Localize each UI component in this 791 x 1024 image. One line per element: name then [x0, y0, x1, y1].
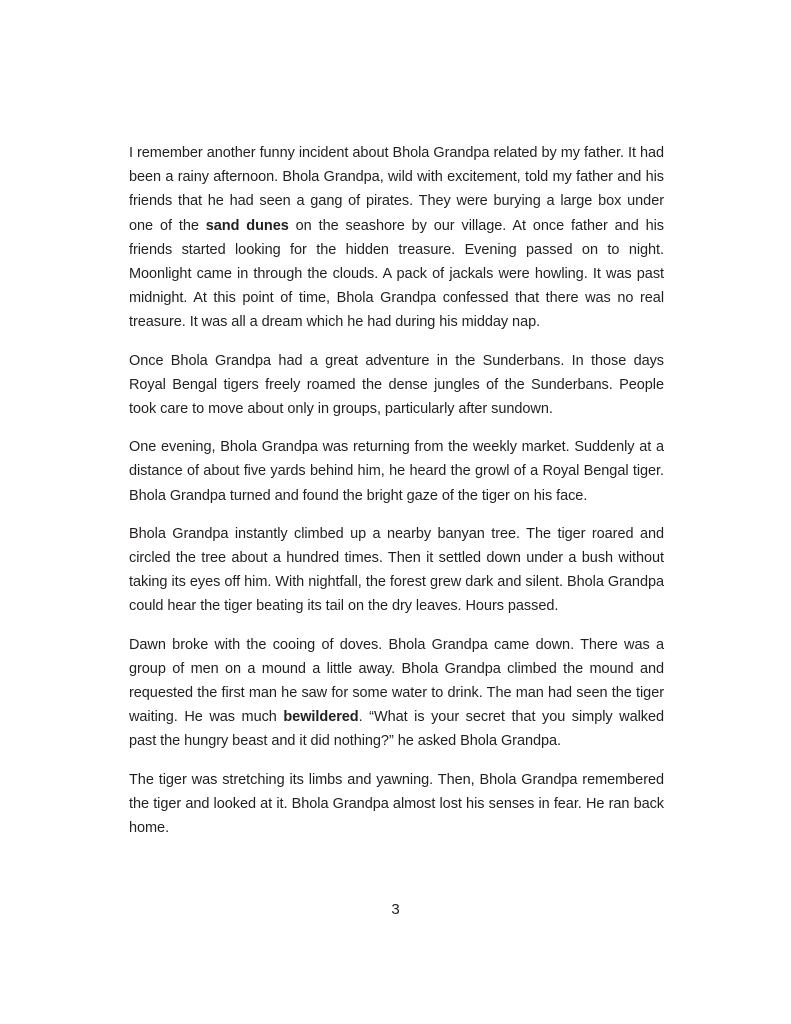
paragraph-6	[129, 768, 664, 841]
paragraph-5-text-2: . “What is your secret that you simply walked past the hungry beast and it did nothing?” he asked Bhola Grandpa.	[129, 709, 664, 750]
paragraph-2-text: Once Bhola Grandpa had a great adventure in the Sunderbans. In those days Royal Bengal tigers freely roamed the dense jungles of the Sunderbans. People took care to move about only in groups, particularly after sundown.	[129, 352, 664, 418]
paragraph-1-text-2: on the seashore by our village. At once father and his friends started looking for the hidden treasure. Evening passed on to night. Moonlight came in through the clouds. A pack of jackals were howling. It was past midnight. At this point of time, Bhola Grandpa confessed that there was no real treasure. It was all a dream which he had during his midday nap.	[129, 217, 664, 331]
page-number: 3	[391, 901, 400, 918]
paragraph-6-text: The tiger was stretching its limbs and yawning. Then, Bhola Grandpa remembered the tiger and looked at it. Bhola Grandpa almost lost his senses in fear. He ran back home.	[129, 771, 664, 837]
glossary-term-bewildered: bewildered	[283, 709, 359, 726]
paragraph-2	[129, 349, 664, 422]
paragraph-3-text: One evening, Bhola Grandpa was returning from the weekly market. Suddenly at a distance of about five yards behind him, he heard the growl of a Royal Bengal tiger. Bhola Grandpa turned and found the bright gaze of the tiger on his face.	[129, 439, 664, 504]
paragraph-5	[129, 633, 664, 754]
paragraph-4	[129, 522, 664, 619]
paragraph-5-text-1: Dawn broke with the cooing of doves. Bhola Grandpa came down. There was a group of men on a mound a little away. Bhola Grandpa climbed the mound and requested the first man he saw for some water to drink. The man had seen the tiger waiting. He was much	[129, 636, 664, 726]
paragraph-3	[129, 435, 664, 508]
story-body	[129, 141, 664, 854]
paragraph-4-text: Bhola Grandpa instantly climbed up a nearby banyan tree. The tiger roared and circled the tree about a hundred times. Then it settled down under a bush without taking its eyes off him. With nightfall, the forest grew dark and silent. Bhola Grandpa could hear the tiger beating its tail on the dry leaves. Hours passed.	[129, 525, 664, 615]
glossary-term-sand-dunes: sand dunes	[205, 217, 289, 234]
paragraph-1	[129, 141, 664, 335]
paragraph-1-text-1: I remember another funny incident about Bhola Grandpa related by my father. It had been a rainy afternoon. Bhola Grandpa, wild with excitement, told my father and his friends that he had seen a gang of pirates. They were burying a large box under one of the	[129, 145, 664, 234]
